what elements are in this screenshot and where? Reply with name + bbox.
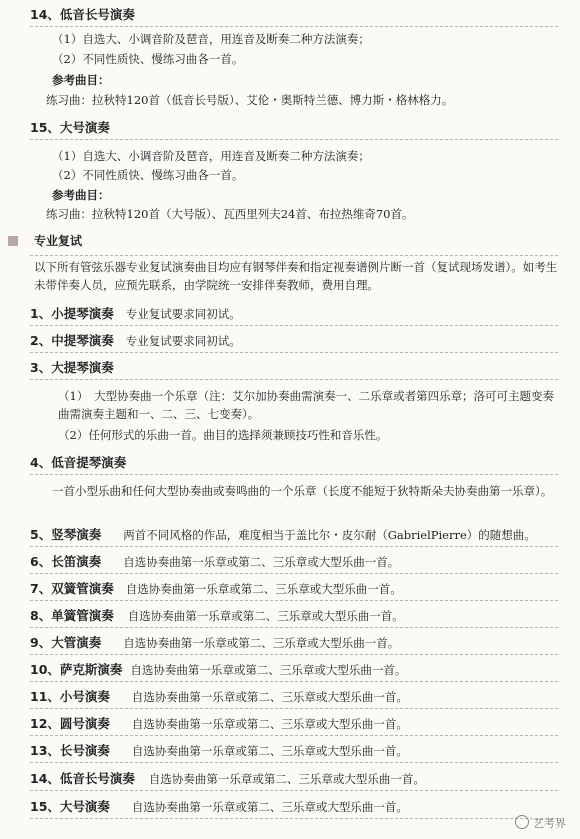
- heading-viola: 2、中提琴演奏 专业复试要求同初试。: [30, 330, 558, 353]
- reference-label: 参考曲目：: [52, 188, 110, 202]
- reference-label: 参考曲目：: [52, 73, 110, 87]
- heading-tuba: 15、大号演奏: [30, 117, 558, 140]
- heading-clarinet: 8、单簧管演奏 自选协奏曲第一乐章或第二、三乐章或大型乐曲一首。: [30, 605, 558, 628]
- heading-double-bass: 4、低音提琴演奏: [30, 452, 558, 475]
- etude-list: 练习曲：拉秋特120首（大号版）、瓦西里列夫24首、布拉热维奇70首。: [46, 207, 414, 221]
- heading-trumpet: 11、小号演奏 自选协奏曲第一乐章或第二、三乐章或大型乐曲一首。: [30, 686, 558, 709]
- heading-trombone: 13、长号演奏 自选协奏曲第一乐章或第二、三乐章或大型乐曲一首。: [30, 740, 558, 763]
- section-marker-icon: [8, 236, 18, 246]
- section-intro: 以下所有管弦乐器专业复试演奏曲目均应有钢琴伴奏和指定视奏谱例片断一首（复试现场发谱）。如考生未带伴奏人员，应预先联系，由学院统一安排伴奏教师，费用自理。: [34, 260, 558, 292]
- heading-saxophone: 10、萨克斯演奏 自选协奏曲第一乐章或第二、三乐章或大型乐曲一首。: [30, 659, 558, 682]
- text-line: （1）自选大、小调音阶及琶音，用连音及断奏二种方法演奏；: [52, 32, 370, 46]
- text-line: （1）自选大、小调音阶及琶音，用连音及断奏二种方法演奏；: [52, 149, 370, 163]
- watermark: 艺考界: [515, 815, 566, 831]
- heading-bassoon: 9、大管演奏 自选协奏曲第一乐章或第二、三乐章或大型乐曲一首。: [30, 632, 558, 655]
- divider: [30, 255, 558, 256]
- double-bass-requirement: 一首小型乐曲和任何大型协奏曲或奏鸣曲的一个乐章（长度不能短于狄特斯朵夫协奏曲第一乐章）。: [52, 484, 553, 498]
- heading-flute: 6、长笛演奏 自选协奏曲第一乐章或第二、三乐章或大型乐曲一首。: [30, 551, 558, 574]
- section-title: 专业复试: [34, 234, 83, 248]
- wechat-icon: [515, 815, 529, 829]
- heading-violin: 1、小提琴演奏 专业复试要求同初试。: [30, 303, 558, 326]
- cello-requirement-2: （2）任何形式的乐曲一首。曲目的选择须兼顾技巧性和音乐性。: [58, 428, 388, 442]
- heading-bass-trombone: 14、低音长号演奏: [30, 4, 558, 27]
- heading-oboe: 7、双簧管演奏 自选协奏曲第一乐章或第二、三乐章或大型乐曲一首。: [30, 578, 558, 601]
- text-line: （2）不同性质快、慢练习曲各一首。: [52, 168, 244, 182]
- heading-bass-trombone-2: 14、低音长号演奏 自选协奏曲第一乐章或第二、三乐章或大型乐曲一首。: [30, 768, 558, 791]
- heading-cello: 3、大提琴演奏: [30, 357, 558, 380]
- text-line: （2）不同性质快、慢练习曲各一首。: [52, 52, 244, 66]
- heading-horn: 12、圆号演奏 自选协奏曲第一乐章或第二、三乐章或大型乐曲一首。: [30, 713, 558, 736]
- cello-requirement-1: （1） 大型协奏曲一个乐章（注：艾尔加协奏曲需演奏一、二乐章或者第四乐章；洛可可主题变奏曲需演奏主题和一、二、三、七变奏）。: [58, 389, 555, 421]
- heading-harp: 5、竖琴演奏 两首不同风格的作品，难度相当于盖比尔・皮尔耐（GabrielPierre）的随想曲。: [30, 524, 558, 547]
- heading-tuba-2: 15、大号演奏 自选协奏曲第一乐章或第二、三乐章或大型乐曲一首。: [30, 796, 558, 819]
- etude-list: 练习曲：拉秋特120首（低音长号版）、艾伦・奥斯特兰德、博力斯・格林格力。: [46, 93, 454, 107]
